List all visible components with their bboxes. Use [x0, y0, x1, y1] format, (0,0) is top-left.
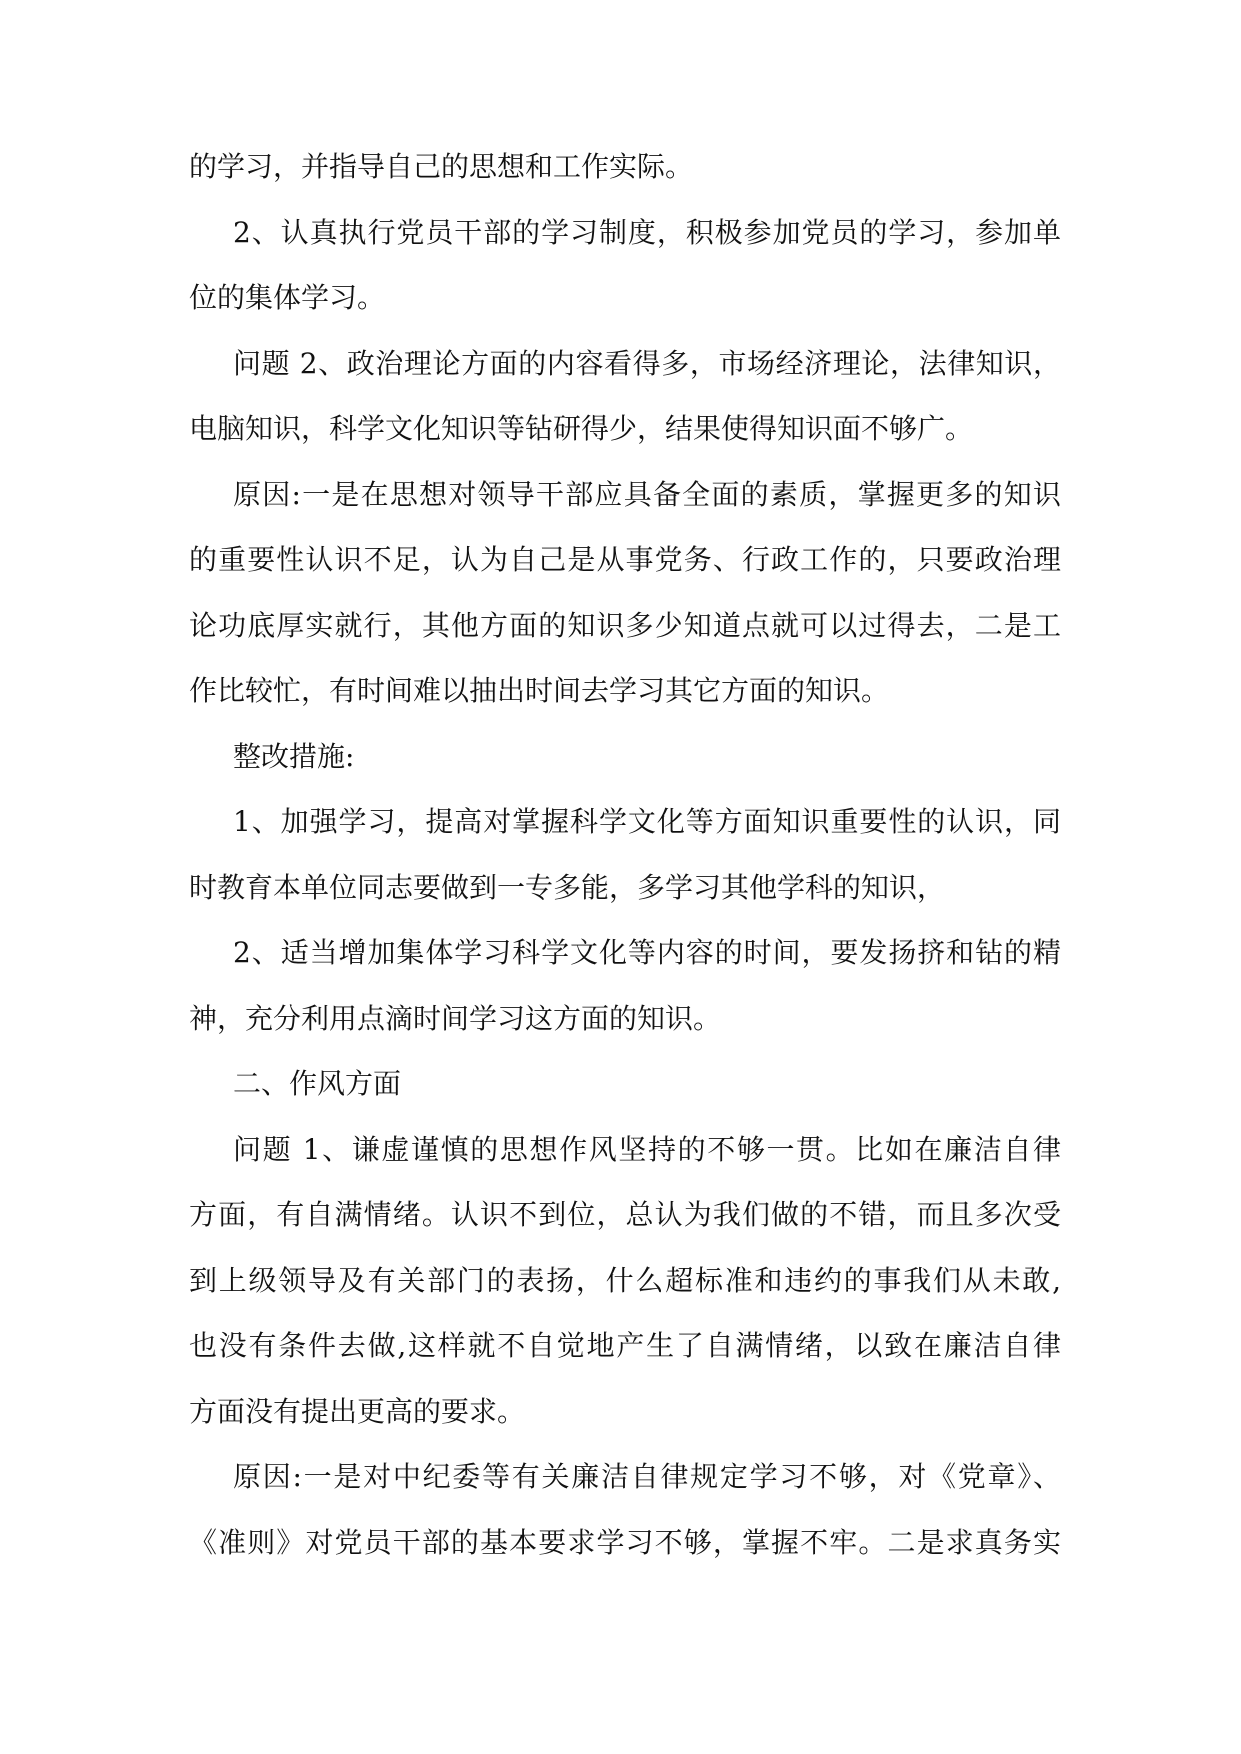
section-heading: 二、作风方面 — [233, 1067, 402, 1100]
paragraph-line: 问题 1、谦虚谨慎的思想作风坚持的不够一贯。比如在廉洁自律 — [233, 1132, 1061, 1166]
paragraph-line: 时教育本单位同志要做到一专多能，多学习其他学科的知识， — [189, 870, 946, 904]
paragraph-line: 位的集体学习。 — [189, 281, 386, 314]
paragraph-line: 方面，有自满情绪。认识不到位，总认为我们做的不错，而且多次受 — [189, 1198, 1061, 1231]
paragraph-line: 原因:一是对中纪委等有关廉洁自律规定学习不够，对《党章》、 — [233, 1460, 1061, 1493]
paragraph-line: 《准则》对党员干部的基本要求学习不够，掌握不牢。二是求真务实 — [189, 1525, 1061, 1559]
paragraph-line: 2、认真执行党员干部的学习制度，积极参加党员的学习，参加单 — [233, 215, 1061, 249]
paragraph-line: 原因:一是在思想对领导干部应具备全面的素质，掌握更多的知识 — [233, 477, 1061, 511]
paragraph-line: 1、加强学习，提高对掌握科学文化等方面知识重要性的认识，同 — [233, 805, 1061, 838]
paragraph-line: 方面没有提出更高的要求。 — [189, 1394, 526, 1428]
paragraph-line: 也没有条件去做,这样就不自觉地产生了自满情绪，以致在廉洁自律 — [189, 1329, 1061, 1362]
paragraph-line: 论功底厚实就行，其他方面的知识多少知道点就可以过得去，二是工 — [189, 608, 1061, 642]
paragraph-line: 的重要性认识不足，认为自己是从事党务、行政工作的，只要政治理 — [189, 543, 1061, 576]
paragraph-line: 的学习，并指导自己的思想和工作实际。 — [189, 150, 694, 183]
paragraph-line: 到上级领导及有关部门的表扬，什么超标准和违约的事我们从未敢, — [189, 1263, 1061, 1297]
section-label: 整改措施: — [233, 739, 355, 773]
body-text — [189, 150, 1061, 1591]
paragraph-line: 作比较忙，有时间难以抽出时间去学习其它方面的知识。 — [189, 674, 890, 707]
paragraph-line: 2、适当增加集体学习科学文化等内容的时间，要发扬挤和钻的精 — [233, 936, 1061, 969]
paragraph-line: 电脑知识，科学文化知识等钻研得少，结果使得知识面不够广。 — [189, 412, 974, 445]
paragraph-line: 问题 2、政治理论方面的内容看得多，市场经济理论，法律知识， — [233, 346, 1061, 380]
paragraph-line: 神，充分利用点滴时间学习这方面的知识。 — [189, 1001, 722, 1035]
